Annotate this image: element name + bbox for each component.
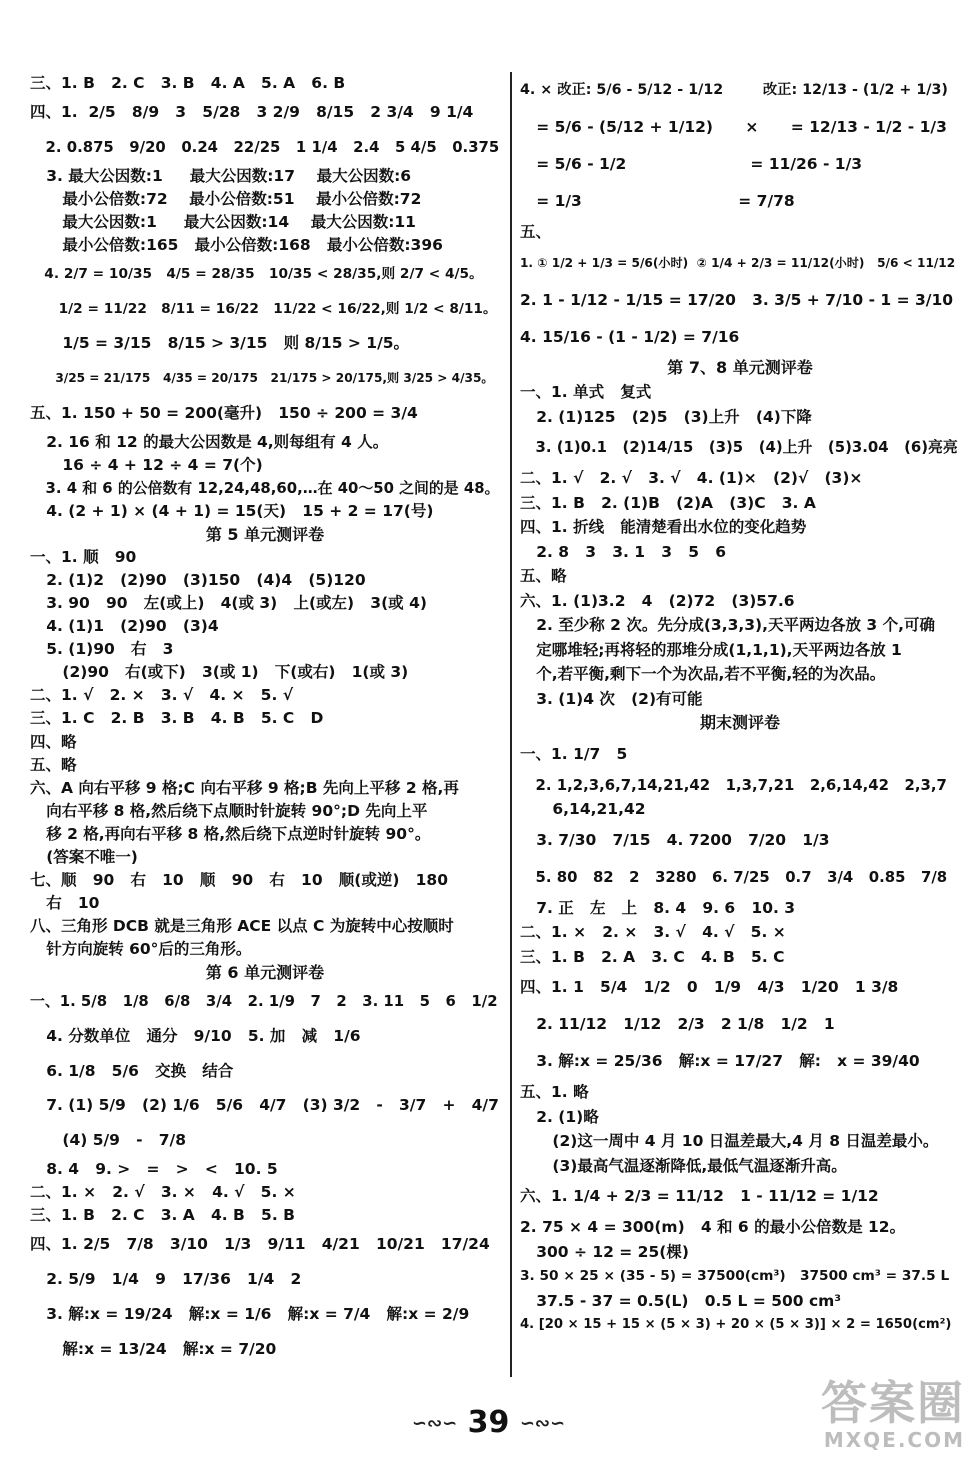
- answer-line: 三、1. B 2. C 3. B 4. A 5. A 6. B: [30, 74, 346, 92]
- answer-line: 四、1. 折线 能清楚看出水位的变化趋势: [520, 518, 807, 536]
- answer-line: (2)90 右(或下) 3(或 1) 下(或右) 1(或 3): [30, 663, 409, 682]
- answer-line: 3. 4 和 6 的公倍数有 12,24,48,60,…在 40～50 之间的是 48。: [30, 479, 500, 498]
- answer-line: = 1/3 = 7/78: [520, 192, 795, 210]
- answer-line: 二、1. × 2. √ 3. × 4. √ 5. ×: [30, 1183, 296, 1202]
- section-title: 第 7、8 单元测评卷: [667, 357, 813, 377]
- answer-line: 五、略: [520, 567, 567, 585]
- answer-line: 一、1. 单式 复式: [520, 383, 652, 401]
- ornament-icon: ∽∾∽: [519, 1413, 566, 1434]
- answer-line: (答案不唯一): [30, 847, 138, 866]
- section-title: 第 5 单元测评卷: [205, 525, 325, 545]
- watermark: [821, 1378, 965, 1452]
- answer-line: 6. 1/8 5/6 交换 结合: [30, 1061, 234, 1080]
- answer-line: 2. (1)2 (2)90 (3)150 (4)4 (5)120: [30, 571, 366, 590]
- answer-line: 四、略: [30, 732, 77, 751]
- answer-line: 一、1. 1/7 5: [520, 744, 628, 763]
- answer-line: 三、1. B 2. C 3. A 4. B 5. B: [30, 1206, 295, 1225]
- answer-line: 四、1. 2/5 7/8 3/10 1/3 9/11 4/21 10/21 17/24: [30, 1235, 490, 1254]
- answer-line: 五、1. 略: [520, 1083, 589, 1101]
- answer-line: 最大公因数:1 最大公因数:14 最大公因数:11: [30, 212, 416, 231]
- answer-line: 移 2 格,再向右平移 8 格,然后绕下点逆时针旋转 90°。: [30, 824, 431, 843]
- answer-line: 3. 解:x = 19/24 解:x = 1/6 解:x = 7/4 解:x = 2/9: [30, 1304, 470, 1323]
- answer-line: 2. 16 和 12 的最大公因数是 4,则每组有 4 人。: [30, 432, 389, 451]
- answer-line: 八、三角形 DCB 就是三角形 ACE 以点 C 为旋转中心按顺时: [30, 916, 454, 935]
- answer-line: (2)这一周中 4 月 10 日温差最大,4 月 8 日温差最小。: [520, 1132, 939, 1150]
- answer-line: 2. 8 3 3. 1 3 5 6: [520, 542, 726, 561]
- answer-line: 3. 50 × 25 × (35 - 5) = 37500(cm³) 37500 cm³ = 37.5 L: [520, 1268, 950, 1284]
- answer-line: 2. 5/9 1/4 9 17/36 1/4 2: [30, 1270, 302, 1289]
- answer-line: 2. (1)略: [520, 1107, 599, 1126]
- answer-line: 3/25 = 21/175 4/35 = 20/175 21/175 > 20/175,则 3/25 > 4/35。: [30, 371, 494, 386]
- answer-line: 1/2 = 11/22 8/11 = 16/22 11/22 < 16/22,则 1/2 < 8/11。: [30, 300, 497, 317]
- answer-line: 3. 解:x = 25/36 解:x = 17/27 解: x = 39/40: [520, 1052, 920, 1070]
- answer-line: 4. 分数单位 通分 9/10 5. 加 减 1/6: [30, 1026, 361, 1045]
- answer-line: 7. 正 左 上 8. 4 9. 6 10. 3: [520, 898, 796, 917]
- answer-line: 针方向旋转 60°后的三角形。: [30, 939, 252, 958]
- answer-line: 五、1. 150 + 50 = 200(毫升) 150 ÷ 200 = 3/4: [30, 404, 418, 423]
- answer-line: 4. × 改正: 5/6 - 5/12 - 1/12 改正: 12/13 - (1/2 + 1/3): [520, 82, 948, 98]
- right-column: [520, 72, 960, 1338]
- answer-line: 二、1. √ 2. √ 3. √ 4. (1)× (2)√ (3)×: [520, 469, 863, 487]
- answer-line: 右 10: [30, 893, 100, 912]
- answer-line: 一、1. 顺 90: [30, 548, 137, 567]
- answer-line: 2. 0.875 9/20 0.24 22/25 1 1/4 2.4 5 4/5 0.375: [30, 137, 500, 156]
- answer-line: 3. 7/30 7/15 4. 7200 7/20 1/3: [520, 830, 830, 849]
- column-divider: [510, 72, 512, 1377]
- answer-line: 三、1. B 2. (1)B (2)A (3)C 3. A: [520, 493, 816, 512]
- answer-line: 最小公倍数:165 最小公倍数:168 最小公倍数:396: [30, 235, 443, 254]
- answer-line: 二、1. × 2. × 3. √ 4. √ 5. ×: [520, 923, 786, 941]
- answer-line: 6,14,21,42: [520, 800, 646, 818]
- answer-line: 1/5 = 3/15 8/15 > 3/15 则 8/15 > 1/5。: [30, 334, 410, 353]
- answer-line: 4. [20 × 15 + 15 × (5 × 3) + 20 × (5 × 3)] × 2 = 1650(cm²): [520, 1317, 952, 1332]
- answer-line: 四、1. 2/5 8/9 3 5/28 3 2/9 8/15 2 3/4 9 1/4: [30, 103, 474, 122]
- answer-line: 7. (1) 5/9 (2) 1/6 5/6 4/7 (3) 3/2 - 3/7 + 4/7: [30, 1096, 499, 1115]
- answer-line: 5. (1)90 右 3: [30, 640, 174, 659]
- left-column: [30, 72, 500, 1367]
- answer-line: 2. 至少称 2 次。先分成(3,3,3),天平两边各放 3 个,可确: [520, 616, 935, 634]
- answer-line: = 5/6 - 1/2 = 11/26 - 1/3: [520, 155, 863, 173]
- page-number: 39: [467, 1405, 510, 1440]
- answer-line: 六、1. 1/4 + 2/3 = 11/12 1 - 11/12 = 1/12: [520, 1187, 879, 1205]
- ornament-icon: ∽∾∽: [411, 1413, 458, 1434]
- answer-line: 4. 2/7 = 10/35 4/5 = 28/35 10/35 < 28/35,则 2/7 < 4/5。: [30, 265, 483, 282]
- answer-line: 五、略: [30, 755, 77, 774]
- watermark-logo: 答案圈: [821, 1376, 965, 1430]
- answer-line: 二、1. √ 2. × 3. √ 4. × 5. √: [30, 686, 294, 705]
- answer-line: 3. (1)4 次 (2)有可能: [520, 689, 703, 708]
- answer-line: 4. 15/16 - (1 - 1/2) = 7/16: [520, 327, 740, 346]
- answer-line: 3. (1)0.1 (2)14/15 (3)5 (4)上升 (5)3.04 (6)亮亮: [520, 438, 958, 456]
- answer-line: 解:x = 13/24 解:x = 7/20: [30, 1339, 277, 1358]
- answer-line: 个,若平衡,剩下一个为次品,若不平衡,轻的为次品。: [520, 665, 886, 683]
- answer-line: 2. 1 - 1/12 - 1/15 = 17/20 3. 3/5 + 7/10 - 1 = 3/10: [520, 290, 954, 309]
- answer-line: 三、1. B 2. A 3. C 4. B 5. C: [520, 947, 785, 966]
- answer-line: 定哪堆轻;再将轻的那堆分成(1,1,1),天平两边各放 1: [520, 640, 902, 659]
- answer-line: 六、1. (1)3.2 4 (2)72 (3)57.6: [520, 591, 795, 610]
- answer-line: 3. 90 90 左(或上) 4(或 3) 上(或左) 3(或 4): [30, 594, 427, 613]
- answer-line: 四、1. 1 5/4 1/2 0 1/9 4/3 1/20 1 3/8: [520, 978, 899, 996]
- section-title: 期末测评卷: [699, 713, 780, 732]
- answer-line: 3. 最大公因数:1 最大公因数:17 最大公因数:6: [30, 166, 412, 185]
- section-title: 第 6 单元测评卷: [205, 963, 325, 982]
- answer-line: (3)最高气温逐渐降低,最低气温逐渐升高。: [520, 1156, 847, 1175]
- answer-line: (4) 5/9 - 7/8: [30, 1131, 186, 1150]
- answer-line: 37.5 - 37 = 0.5(L) 0.5 L = 500 cm³: [520, 1291, 842, 1310]
- answer-line: 300 ÷ 12 = 25(棵): [520, 1242, 689, 1261]
- answer-line: 4. (2 + 1) × (4 + 1) = 15(天) 15 + 2 = 17(号): [30, 502, 434, 521]
- answer-line: 5. 80 82 2 3280 6. 7/25 0.7 3/4 0.85 7/8: [520, 867, 948, 886]
- answer-line: 2. 11/12 1/12 2/3 2 1/8 1/2 1: [520, 1015, 835, 1033]
- answer-line: 4. (1)1 (2)90 (3)4: [30, 617, 219, 636]
- answer-line: = 5/6 - (5/12 + 1/12) × = 12/13 - 1/2 - 1/3: [520, 118, 947, 136]
- answer-line: 2. 75 × 4 = 300(m) 4 和 6 的最小公倍数是 12。: [520, 1218, 906, 1236]
- watermark-site: MXQE.COM: [823, 1428, 965, 1452]
- answer-line: 五、: [520, 223, 552, 241]
- answer-line: 2. 1,2,3,6,7,14,21,42 1,3,7,21 2,6,14,42 2,3,7: [520, 775, 947, 794]
- answer-line: 8. 4 9. > = > < 10. 5: [30, 1160, 278, 1179]
- answer-line: 六、A 向右平移 9 格;C 向右平移 9 格;B 先向上平移 2 格,再: [30, 778, 459, 797]
- answer-line: 1. ① 1/2 + 1/3 = 5/6(小时) ② 1/4 + 2/3 = 11/12(小时) 5/6 < 11/12: [520, 255, 956, 270]
- answer-line: 16 ÷ 4 + 12 ÷ 4 = 7(个): [30, 455, 263, 474]
- answer-line: 一、1. 5/8 1/8 6/8 3/4 2. 1/9 7 2 3. 11 5 6 1/2: [30, 992, 498, 1011]
- answer-line: 向右平移 8 格,然后绕下点顺时针旋转 90°;D 先向上平: [30, 801, 428, 820]
- answer-line: 三、1. C 2. B 3. B 4. B 5. C D: [30, 709, 324, 728]
- answer-line: 2. (1)125 (2)5 (3)上升 (4)下降: [520, 407, 812, 426]
- answer-line: 七、顺 90 右 10 顺 90 右 10 顺(或逆) 180: [30, 870, 449, 889]
- answer-line: 最小公倍数:72 最小公倍数:51 最小公倍数:72: [30, 189, 422, 208]
